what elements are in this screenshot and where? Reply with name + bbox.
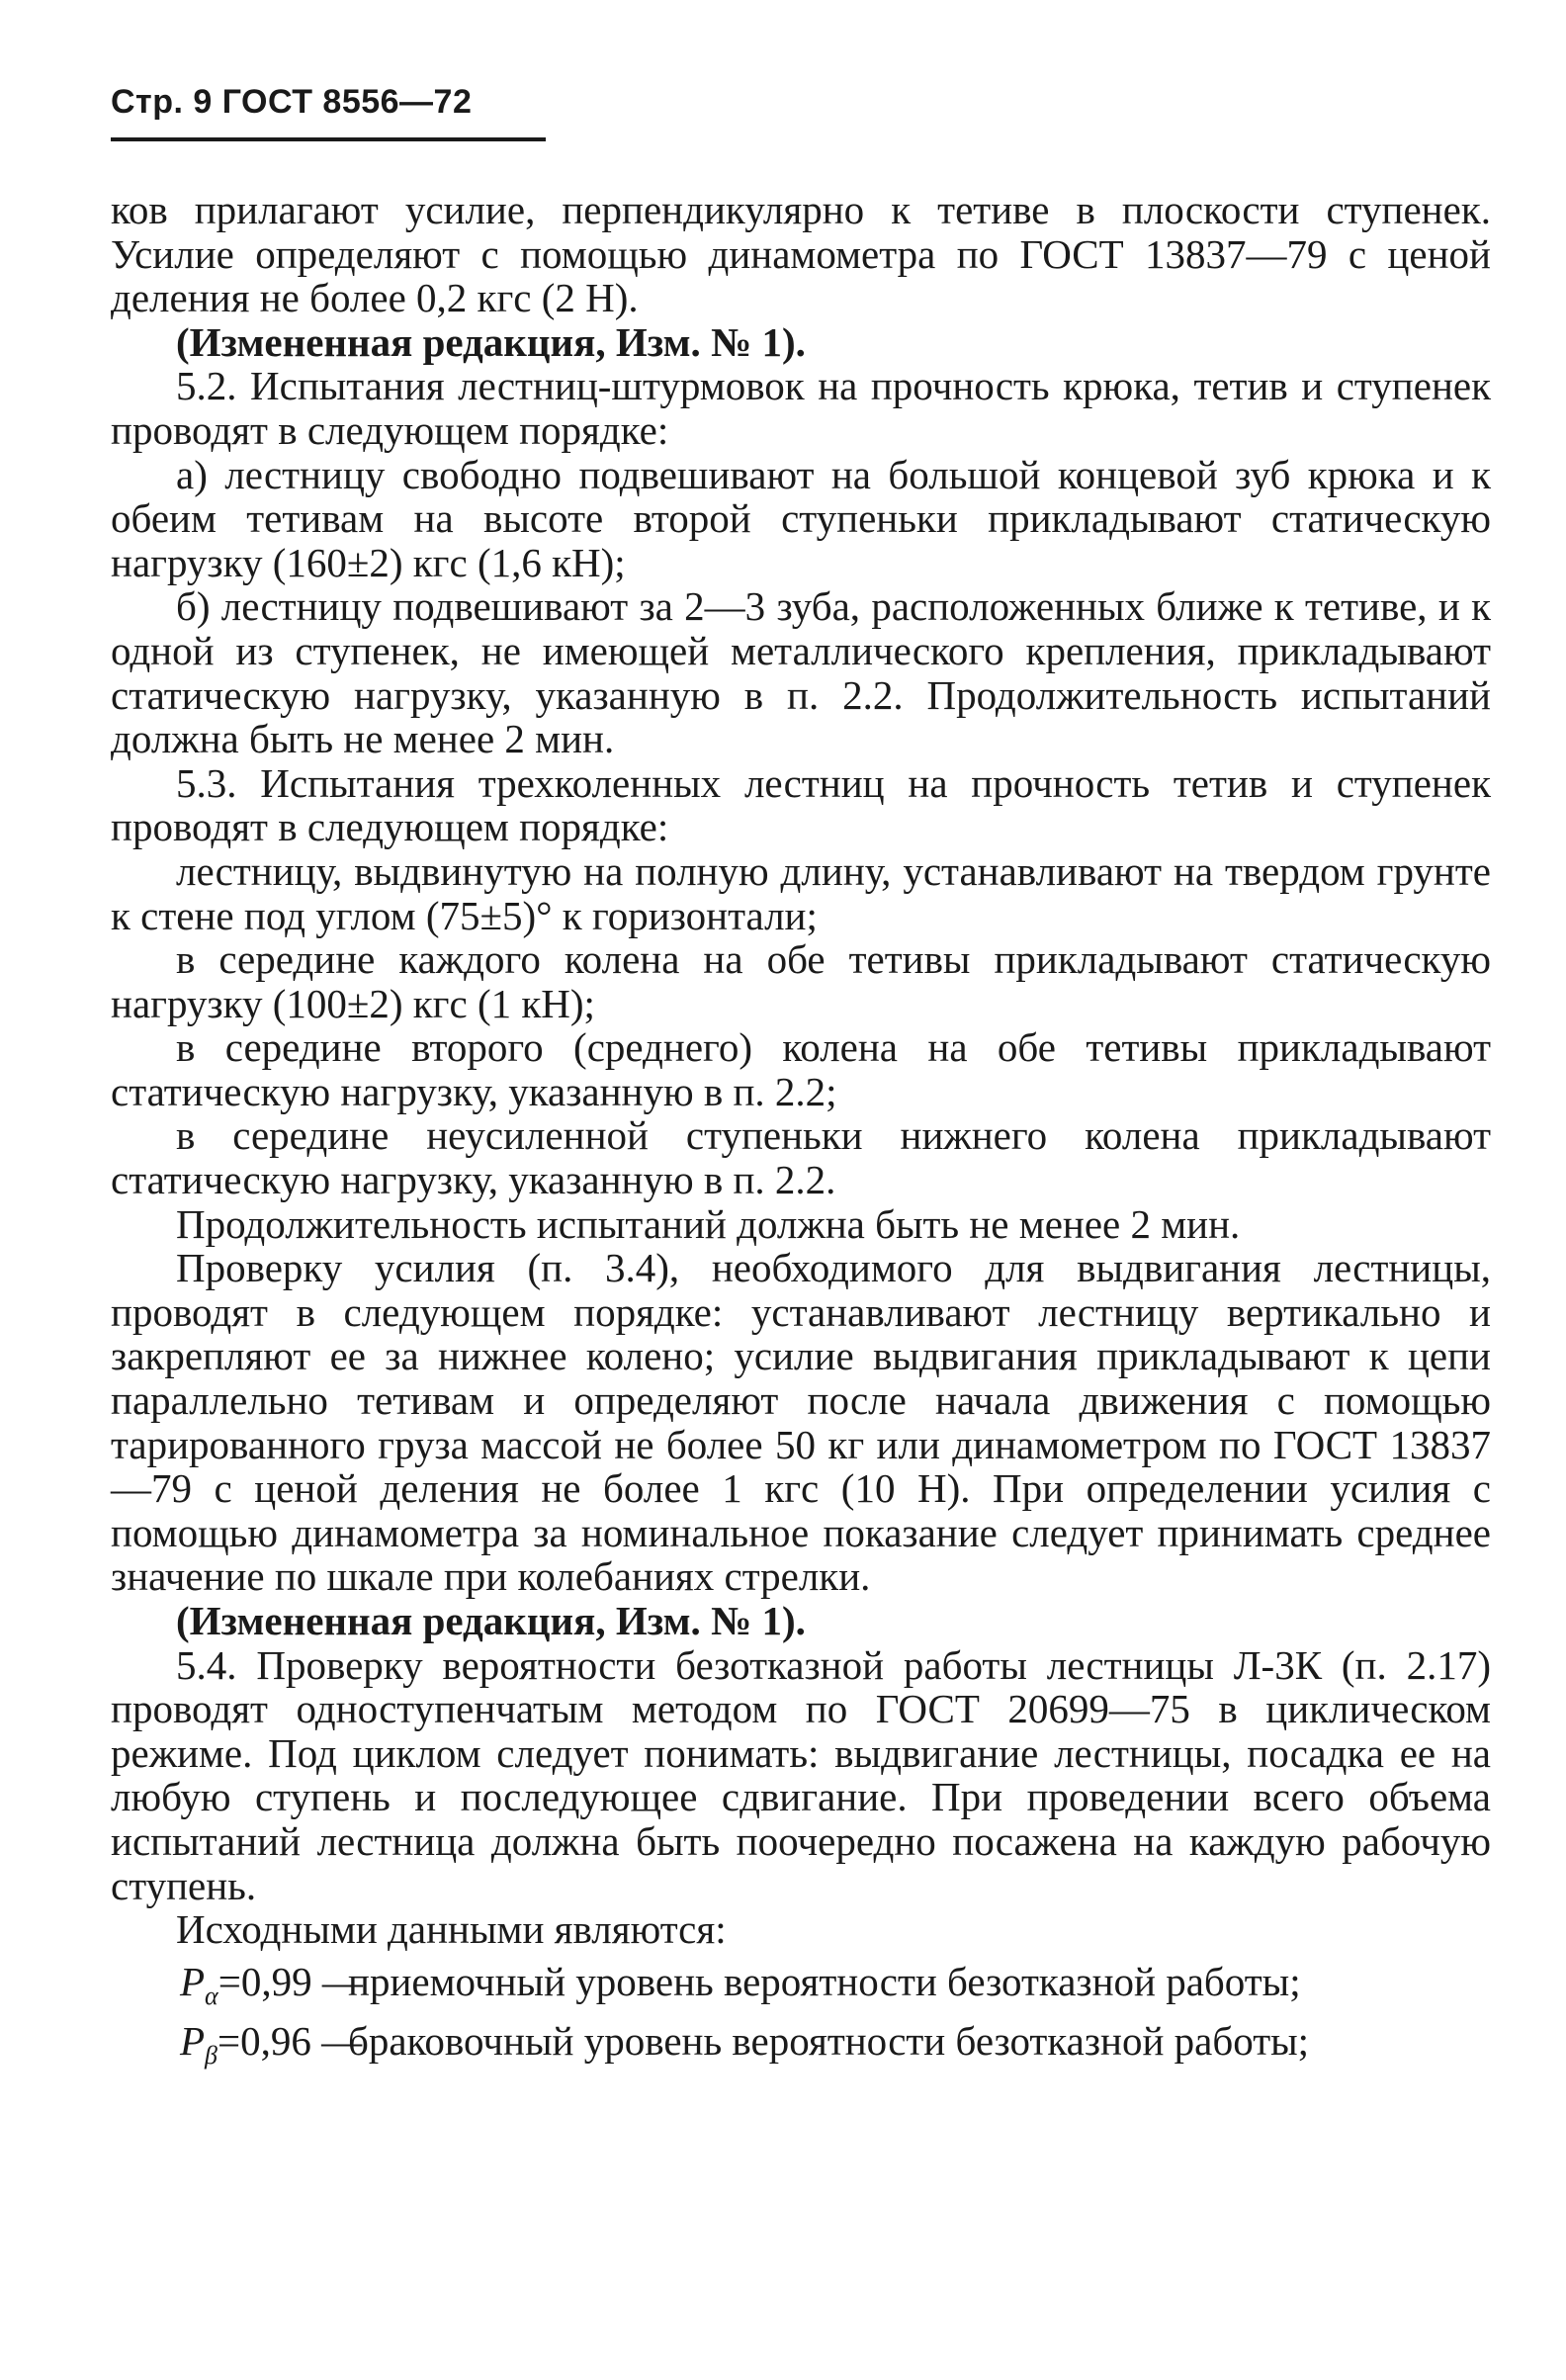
paragraph-5-2: 5.2. Испытания лестниц-штурмовок на прочность крюка, тетив и ступенек проводят в следующем порядке: (111, 363, 1491, 453)
definition-row (111, 2019, 1491, 2078)
definition-list (111, 1960, 1491, 2078)
paragraph-continuation: ков прилагают усилие, перпендикулярно к тетиве в плоскости ступенек. Усилие определяют с помощью динамометра по ГОСТ 13837—79 с ценой деления не более 0,2 кгс (2 Н). (111, 187, 1491, 321)
definition-symbol: $P_\alpha=0,99$ — (180, 1958, 363, 2010)
definition-text: приемочный уровень вероятности безотказной работы; (348, 1958, 1301, 2004)
item-a: а) лестницу свободно подвешивают на большой концевой зуб крюка и к обеим тетивам на высоте второй ступеньки прикладывают статическую нагрузку (160±2) кгс (1,6 кН); (111, 451, 1491, 585)
step-middle-section: в середине второго (среднего) колена на обе тетивы прикладывают статическую нагрузку, указанную в п. 2.2; (111, 1024, 1491, 1114)
step-each-section: в середине каждого колена на обе тетивы прикладывают статическую нагрузку (100±2) кгс (1 кН); (111, 936, 1491, 1026)
revision-note: (Измененная редакция, Изм. № 1). (176, 318, 806, 365)
step-lower-rung: в середине неусиленной ступеньки нижнего колена прикладывают статическую нагрузку, указанную в п. 2.2. (111, 1112, 1491, 1203)
duration-note: Продолжительность испытаний должна быть не менее 2 мин. (176, 1200, 1241, 1247)
revision-note: (Измененная редакция, Изм. № 1). (176, 1598, 806, 1643)
initial-data-intro: Исходными данными являются: (176, 1906, 727, 1953)
document-body (111, 188, 1491, 2077)
force-check-paragraph: Проверку усилия (п. 3.4), необходимого для выдвигания лестницы, проводят в следующем порядке: устанавливают лестницу вертикально и закрепляют ее за нижнее колено; усилие выдвигания прикладывают к цепи параллельно тетивам и определяют после начала движения с помощью тарированного груза массой не более 50 кг или динамометром по ГОСТ 13837—79 с ценой деления не более 1 кгс (10 Н). При определении усилия с помощью динамометра за номинальное показание следует принимать среднее значение по шкале при колебаниях стрелки. (111, 1245, 1491, 1600)
paragraph-5-4: 5.4. Проверку вероятности безотказной работы лестницы Л-3К (п. 2.17) проводят одноступенчатым методом по ГОСТ 20699—75 в циклическом режиме. Под циклом следует понимать: выдвигание лестницы, посадка ее на любую ступень и последующее сдвигание. При проведении всего объема испытаний лестница должна быть поочередно посажена на каждую рабочую ступень. (111, 1641, 1491, 1908)
header-rule (111, 137, 546, 141)
step-install: лестницу, выдвинутую на полную длину, устанавливают на твердом грунте к стене под углом (75±5)° к горизонтали; (111, 847, 1491, 938)
definition-row (111, 1960, 1491, 2019)
definition-text: браковочный уровень вероятности безотказной работы; (348, 2017, 1310, 2064)
page-header: Стр. 9 ГОСТ 8556—72 (111, 83, 473, 121)
paragraph-5-3: 5.3. Испытания трехколенных лестниц на прочность тетив и ступенек проводят в следующем порядке: (111, 759, 1491, 850)
definition-symbol: $P_\beta=0,96$ — (180, 2017, 363, 2070)
item-b: б) лестницу подвешивают за 2—3 зуба, расположенных ближе к тетиве, и к одной из ступенек, не имеющей металлического крепления, прикладывают статическую нагрузку, указанную в п. 2.2. Продолжительность испытаний должна быть не менее 2 мин. (111, 583, 1491, 762)
